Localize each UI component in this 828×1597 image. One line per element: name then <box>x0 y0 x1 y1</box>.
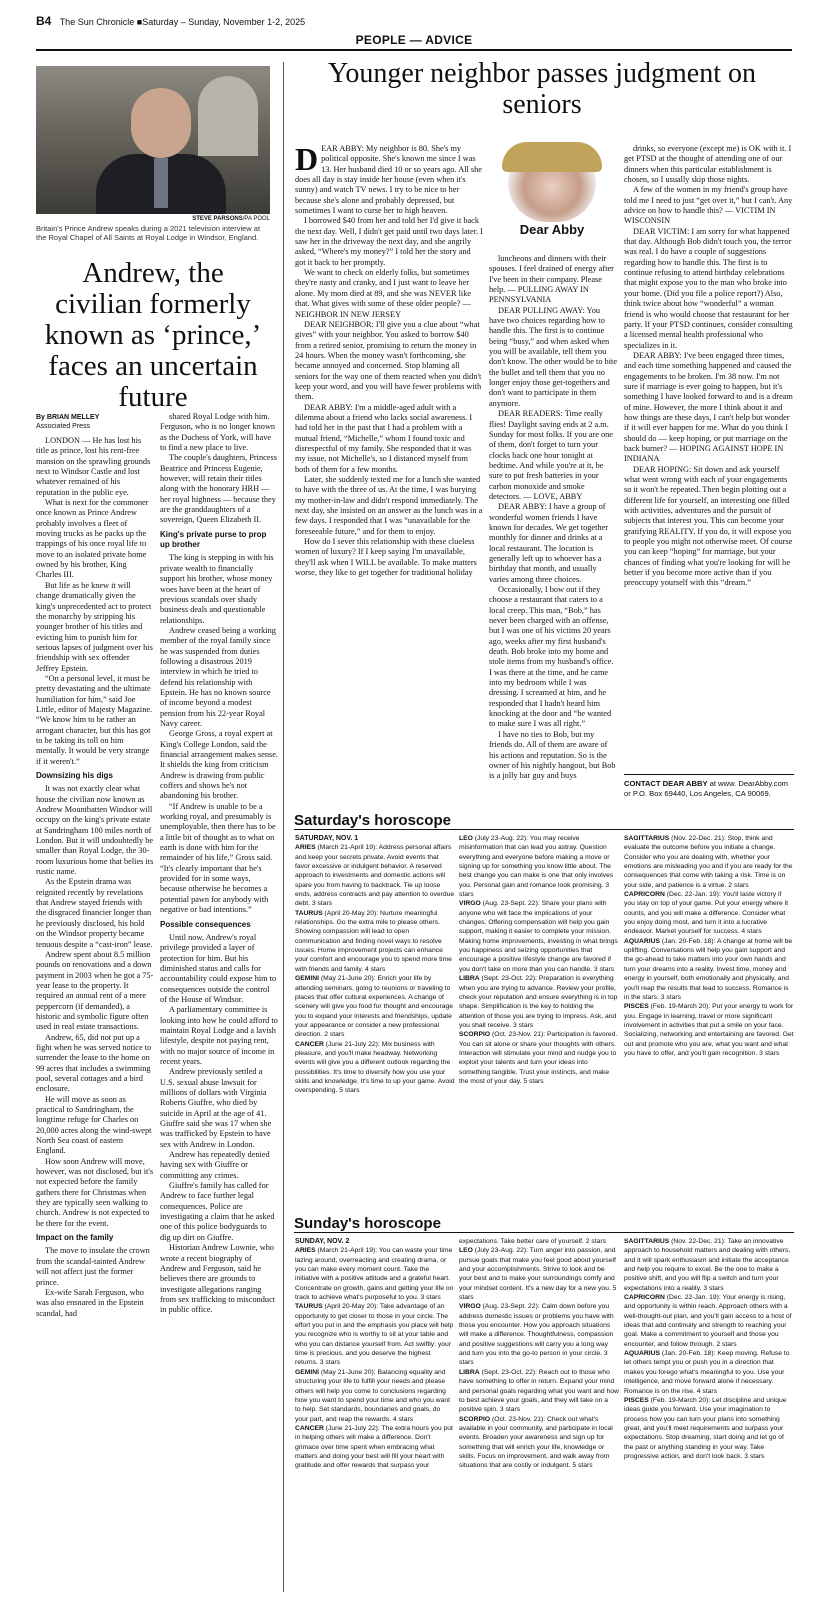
abby-column-2 <box>489 254 617 804</box>
horoscope-text: (May 21-June 20): Balancing equality and structuring your life to fulfill your needs and please others will help you come to conclusions regarding how you want to spend your time and who you want to help. Set standards, boundaries and goals, do your part, and reap the rewards. 4 stars <box>295 1368 450 1423</box>
paragraph: Occasionally, I bow out if they choose a restaurant that caters to a local creep. This man, “Bob,” has never been charged with an offense, but I was one of his victims 20 years ago, weeks after my first husband's death. Bob broke into my home and stole items from my husband's office. I was there at the time, and he came into my bedroom while I was dressing. I screamed at him, and he responded that I hadn't heard him knocking at the door and “he wanted to make sure I was all right.” <box>489 585 614 729</box>
byline <box>36 413 152 431</box>
saturday-col2-items <box>459 834 619 1086</box>
byline-author: By BRIAN MELLEY <box>36 414 100 421</box>
andrew-col2-part3 <box>160 933 278 1316</box>
horoscope-entry <box>459 1030 619 1086</box>
zodiac-sign: GEMINI <box>295 1368 320 1376</box>
abby-label: Dear Abby <box>519 222 585 237</box>
paragraph: DEAR READERS: Time really flies! Daylight saving ends at 2 a.m. Sunday for most folks. If you are one of them, don't forget to turn your clocks back one hour tonight at bedtime. And while you're at it, be sure to put fresh batteries in your carbon monoxide and smoke detectors. — LOVE, ABBY <box>489 409 613 501</box>
paragraph: Andrew spent about 8.5 million pounds on renovations and a down payment in 2003 when he got a 75-year lease to the property. It required an annual rent of a mere peppercorn (if demanded), a historic and symbolic figure often used in real estate transactions. <box>36 949 154 1032</box>
subhead-impact: Impact on the family <box>36 1233 114 1243</box>
sunday-col1-items <box>295 1246 455 1470</box>
paragraph: Andrew has repeatedly denied having sex with Giuffre or committing any crimes. <box>160 1150 270 1180</box>
photo-head <box>131 88 191 158</box>
photo-credit-name: STEVE PARSONS <box>192 216 243 222</box>
paragraph: George Gross, a royal expert at King's College London, said the financial arrangement makes sense. It shields the king from criticism Andrew is drawing from public coffers and shows he's not abandoning his brother. <box>160 729 278 801</box>
horoscope-entry <box>459 1415 619 1471</box>
zodiac-sign: AQUARIUS <box>624 937 661 945</box>
saturday-horoscope-col-1 <box>295 834 455 1214</box>
paragraph: “On a personal level, it must be pretty devastating and the ultimate humiliation for him,” said Joe Little, editor of Majesty Magazine. “We know him to be rather an arrogant character, but this has got to be taking its toll on him mentally. It would be very strange if it weren't.” <box>36 673 153 766</box>
horoscope-entry <box>624 1349 794 1396</box>
byline-org: Associated Press <box>36 423 91 430</box>
sunday-col3-items <box>624 1237 794 1461</box>
horoscope-entry <box>295 1424 455 1471</box>
horoscope-entry <box>295 1302 455 1367</box>
abby-col2-body <box>489 254 617 782</box>
paragraph: He will move as soon as practical to Sandringham, the longtime refuge for Charles on 20,000 acres along the wind-swept North Sea coast of eastern England. <box>36 1094 152 1156</box>
drop-cap: D <box>295 144 319 177</box>
sunday-horoscope-title: Sunday's horoscope <box>294 1215 794 1233</box>
andrew-col2-part2 <box>160 553 278 915</box>
zodiac-sign: ARIES <box>295 844 316 852</box>
saturday-horoscope-col-2 <box>459 834 619 1214</box>
paragraph: DEAR ABBY: I have a group of wonderful women friends I have known for decades. We get together monthly for dinner and drinks at a local restaurant. The location is generally left up to whoever has a birthday that month, and usually varies among three choices. <box>489 502 608 584</box>
horoscope-entry <box>295 1040 455 1096</box>
sunday-horoscope-col-3 <box>624 1237 794 1594</box>
paragraph: DEAR NEIGHBOR: I'll give you a clue about “what gives” with your neighbor. You asked to borrow $40 from a retired senior, promising to return the money in 24 hours. When the money wasn't forthcoming, she became annoyed and concerned. Stop blaming all seniors for the way one of them reacted when you didn't keep your word, and you will have fewer problems with them. <box>295 319 482 402</box>
zodiac-sign: VIRGO <box>459 900 481 908</box>
horoscope-entry <box>624 1293 794 1349</box>
zodiac-sign: PISCES <box>624 1396 649 1404</box>
paragraph: I borrowed $40 from her and told her I'd give it back the next day. Well, I didn't get paid until two days later. I saw her in the driveway the next day, and she angrily asked, “Where's my money?” I told her the story and got it back to her promptly. <box>295 216 483 267</box>
horoscope-text: (April 20-May 20): Nurture meaningful relationships. Go the extra mile to please others. Showing compassion will lead to open communication and finding novel ways to resolve issues. Home improvement projects can enhance your comfort and encourage you to spend more time with friends and family. 4 stars <box>295 909 452 973</box>
photo-window <box>198 76 258 156</box>
paragraph: LONDON — He has lost his title as prince, lost his rent-free mansion on the sprawling grounds next to Windsor Castle and lost whatever remained of his reputation in the public eye. <box>36 436 151 497</box>
horoscope-entry <box>295 909 455 974</box>
horoscope-entry <box>295 843 455 908</box>
horoscope-text: (Jan. 20-Feb. 18): A change at home will be uplifting. Conversations will help you gain support and the go-ahead to take matters into your own hands and turn your dreams into a reality. Invest time, money and energy in yourself, both emotionally and physically, and you'll reap the results that lead to success. Romance is in the stars. 3 stars <box>624 937 793 1001</box>
horoscope-text: (May 21-June 20): Enrich your life by attending seminars, going to reunions or traveling to places that offer cultural experiences. A change of scenery will give you food for thought and encourage you to expand your interests and friendships, update your appearance or consider a new professional direction. 2 stars <box>295 975 453 1039</box>
abby-headline: Younger neighbor passes judgment on seniors <box>327 58 756 120</box>
horoscope-entry <box>459 834 619 899</box>
paragraph: Andrew ceased being a working member of the royal family since he was suspended from duties following a disastrous 2019 interview in which he tried to defend his relationship with Epstein. He has no known source of income beyond a modest pension from his 22-year Royal Navy career. <box>160 625 276 728</box>
photo-credit-org: /PA POOL <box>242 216 270 222</box>
abby-column-1 <box>295 144 483 804</box>
andrew-photo <box>36 66 270 214</box>
sunday-col2-lead: expectations. Take better care of yourself. 2 stars <box>459 1238 606 1245</box>
paragraph: Ex-wife Sarah Ferguson, who was also ensnared in the Epstein scandal, had <box>36 1287 144 1318</box>
abby-hair <box>502 142 602 172</box>
paragraph: Until now, Andrew's royal privilege provided a layer of protection for him. But his diminished status and calls for accountability could expose him to consequences outside the control of the House of Windsor. <box>160 932 277 1004</box>
saturday-horoscope-title: Saturday's horoscope <box>294 812 794 830</box>
zodiac-sign: SCORPIO <box>459 1031 491 1039</box>
paragraph: DEAR PULLING AWAY: You have two choices regarding how to handle this. The first is to continue being “busy,” and when asked when you will be available, tell them you don't know. The other would be to bite the bullet and tell them that you no longer enjoy those get-togethers and don't want to participate in them anymore. <box>489 305 617 408</box>
zodiac-sign: CANCER <box>295 1040 324 1048</box>
publication-name: The Sun Chronicle <box>59 17 135 27</box>
zodiac-sign: TAURUS <box>295 909 323 917</box>
horoscope-entry <box>295 974 455 1039</box>
abby-col1-body <box>295 216 483 578</box>
horoscope-entry <box>624 1396 794 1461</box>
header-rule <box>36 49 792 51</box>
horoscope-entry <box>295 1368 455 1424</box>
sunday-horoscope-col-1 <box>295 1237 455 1594</box>
saturday-col3-items <box>624 834 794 1058</box>
horoscope-entry <box>459 1302 619 1367</box>
paragraph: DEAR ABBY: I've been engaged three times, and each time something happened and caused the engagements to be broken. I'm 38 now. I'm not sure if marriage is ever going to happen, but it's something I have looked forward to and is a dream of mine. However, the more I think about it and how things are these days, I can't help but wonder if it will ever happen for me. What do you think I should do — keep hoping, or put marriage on the back burner? — HOPING AGAINST HOPE IN INDIANA <box>624 350 793 464</box>
paragraph: Historian Andrew Lownie, who wrote a recent biography of Andrew and Ferguson, said he believes there are grounds to investigate allegations ranging from sex trafficking to misconduct in public office. <box>160 1243 276 1315</box>
abby-column-3 <box>624 144 794 766</box>
paragraph: We want to check on elderly folks, but sometimes they're nasty and cranky, and I just want to leave her alone. My mom died at 89, and she was NEVER like that. What gives with some of these older people? — NEIGHBOR IN NEW JERSEY <box>295 268 472 319</box>
horoscope-text: (July 23-Aug. 22): You may receive misinformation that can lead you astray. Question everything and everyone before making a move or signing up for something you know little about. The best change you can make is one that only involves you. Personal gain and romance look promising. 3 stars <box>459 835 614 899</box>
paragraph: As the Epstein drama was reignited recently by revelations that Andrew stayed friends with the disgraced financier longer than he previously disclosed, his hold on the Windsor property became tenuous despite a “cast-iron” lease. <box>36 877 153 949</box>
saturday-horoscope-col-3 <box>624 834 794 1214</box>
abby-first-text: EAR ABBY: My neighbor is 80. She's my political opposite. She's known me since I was 13. Her husband died 10 or so years ago. All she does all day is stay inside her house (even when it's sunny) and watch TV news. I try to be nice to her because she's alone and probably depressed, but sometimes I want to curse her to high heaven. <box>295 144 482 216</box>
paragraph: But life as he knew it will change dramatically given the king's unprecedented act to protect the monarchy by stripping his younger brother of his titles and evicting him to punish him for serious lapses of judgment over his friendship with sex offender Jeffrey Epstein. <box>36 580 153 673</box>
horoscope-entry <box>624 890 794 937</box>
zodiac-sign: SCORPIO <box>459 1415 491 1423</box>
paragraph: How do I sever this relationship with these clueless women of luxury? If I keep saying I'm unavailable, they'll ask when I WILL be available. To make matters worse, they like to get together for traditional holiday <box>295 537 477 578</box>
photo-caption: Britain's Prince Andrew speaks during a 2021 television interview at the Royal Chapel of All Saints at Royal Lodge in Windsor, England. <box>36 224 261 242</box>
andrew-col1-part1 <box>36 436 154 767</box>
paragraph: How soon Andrew will move, however, was not disclosed, but it's not expected before the family gathers there for Christmas when they are typically seen walking to church. Andrew is not expected to be there for the event. <box>36 1156 154 1228</box>
horoscope-entry <box>624 1002 794 1058</box>
saturday-col1-items <box>295 843 455 1095</box>
abby-first-paragraph <box>295 144 483 216</box>
horoscope-entry <box>624 1237 794 1293</box>
paragraph: Andrew previously settled a U.S. sexual abuse lawsuit for millions of dollars with Virginia Roberts Giuffre, who died by suicide in April at the age of 41. Giuffre said she was 17 when she was trafficked by Epstein to have sex with Andrew in London. <box>160 1067 272 1149</box>
subhead-downsizing: Downsizing his digs <box>36 771 113 780</box>
page-number: B4 <box>36 14 52 28</box>
horoscope-entry <box>459 899 619 974</box>
paragraph: The king is stepping in with his private wealth to financially support his brother, whose money woes have been at the heart of previous scandals over shady business deals and questionable relationships. <box>160 553 274 625</box>
subhead-consequences: Possible consequences <box>160 919 251 929</box>
horoscope-text: (Dec. 22-Jan. 19): Your energy is rising, and opportunity is within reach. Approach others with a well-thought-out plan, and you'll gain access to a host of ideas that add continuity and strength to reaching your goal. Make a commitment to yourself and those you encounter, and follow through. 2 stars <box>624 1294 792 1348</box>
horoscope-text: (June 21-July 22): The extra hours you put in helping others will make a difference. Don't grimace over time spent when embracing what matters and doing your best will fill your heart with gratitude and offer rewards that surpass your <box>295 1424 453 1470</box>
andrew-col1-part2 <box>36 784 154 1229</box>
horoscope-text: (March 21-April 19): Address personal affairs and keep your secrets private. Avoid events that favor excessive or indulgent behavior. A reserved approach to investments and domestic actions will spare you from having to backtrack. Tie up loose ends, address contracts and pay attention to overdue debt. 3 stars <box>295 844 455 908</box>
horoscope-entry <box>459 974 619 1030</box>
paragraph: What is next for the commoner once known as Prince Andrew probably involves a fleet of moving trucks as he packs up the trappings of his once royal life to move to an isolated private home owned by his brother, King Charles III. <box>36 498 149 580</box>
zodiac-sign: LEO <box>459 835 473 842</box>
sunday-date: SUNDAY, NOV. 2 <box>295 1238 350 1245</box>
horoscope-entry <box>459 1246 619 1302</box>
zodiac-sign: LIBRA <box>459 1368 480 1376</box>
zodiac-sign: CAPRICORN <box>624 891 665 899</box>
column-divider <box>283 62 284 1592</box>
paragraph: A parliamentary committee is looking into how he could afford to maintain Royal Lodge and a lavish lifestyle, despite not paying rent, with no major source of income in recent years. <box>160 1005 278 1066</box>
horoscope-entry <box>459 1368 619 1415</box>
zodiac-sign: TAURUS <box>295 1303 323 1311</box>
horoscope-text: (Feb. 19-March 20): Put your energy to work for you. Engage in learning, travel or more significant involvement in activities that put a smile on your face. Socializing, networking and entertaining are favored. Get out and promote who you are, what you want and what you have to offer, and you'll gain recognition. 3 stars <box>624 1003 794 1057</box>
zodiac-sign: VIRGO <box>459 1303 481 1311</box>
paragraph: A few of the women in my friend's group have told me I need to just “get over it,” but I can't. Any advice on how to handle this? — VICTIM IN WISCONSIN <box>624 185 793 226</box>
andrew-headline: Andrew, the civilian formerly known as ‘prince,’ faces an uncertain future <box>44 257 262 413</box>
andrew-col2-part1 <box>160 412 278 526</box>
andrew-column-2 <box>160 412 278 1594</box>
abby-contact <box>624 774 794 799</box>
contact-label: CONTACT DEAR ABBY <box>624 779 708 788</box>
horoscope-text: (April 20-May 20): Take advantage of an opportunity to get closer to those in your circle. The effort you put in and the emphasis you place will help you recognize who is worthy to sit at your table and who you can distance yourself from. Act swiftly; your time is precious, and you deserve the highest returns. 3 stars <box>295 1303 454 1367</box>
photo-tie <box>154 158 168 208</box>
paragraph: Giuffre's family has called for Andrew to face further legal consequences. Police are investigating a claim that he asked one of this police bodyguards to dig up dirt on Giuffre. <box>160 1181 275 1242</box>
contact-text: at www. DearAbby.com or P.O. Box 69440, Los Angeles, CA 90069. <box>624 779 789 798</box>
paragraph: luncheons and dinners with their spouses. I feel drained of energy after I've been in their company. Please help. — PULLING AWAY IN PENNSYLVANIA <box>489 254 614 305</box>
paragraph: DEAR HOPING: Sit down and ask yourself what went wrong with each of your engagements so it won't be repeated. Then begin plotting out a different life for yourself, an interesting one filled with activities, adventures and the pursuit of subjects that interest you. This can become your gratifying REALITY. If you do, it will expose you to people you might not otherwise meet. Of course you can keep “hoping” for marriage, but your chances of finding what you're looking for will be better if you become more active than if you preoccupy yourself with this “dream.” <box>624 464 793 588</box>
subhead-kings-purse: King's private purse to prop up brother <box>160 529 267 550</box>
zodiac-sign: CAPRICORN <box>624 1294 665 1302</box>
horoscope-text: (Jan. 20-Feb. 18): Keep moving. Refuse to let others tempt you or push you in a direction that makes you forego what's meaningful to you. Use your intelligence, and move forward alone if necessary. Romance is on the rise. 4 stars <box>624 1350 790 1395</box>
zodiac-sign: SAGITTARIUS <box>624 1238 670 1245</box>
paragraph: It was not exactly clear what house the civilian now known as Andrew Mountbatten Windsor will occupy on the king's private estate at Sandringham 100 miles north of London. But it will undoubtedly be smaller than Royal Lodge, the 30-room luxurious home that belies its rustic name. <box>36 784 154 877</box>
paragraph: drinks, so everyone (except me) is OK with it. I get PTSD at the thought of attending one of our dinners when this particular establishment is chosen, so I usually skip those nights. <box>624 144 792 185</box>
zodiac-sign: SAGITTARIUS <box>624 835 670 842</box>
paragraph: The couple's daughters, Princess Beatrice and Princess Eugenie, however, will retain their titles along with the honorary HRH — her royal highness — because they are the granddaughters of a sovereign, Queen Elizabeth II. <box>160 453 277 525</box>
horoscope-text: (Aug. 23-Sept. 22): Calm down before you address domestic issues or problems you have with those you encounter. How you approach situations will make a difference. Thoughtfulness, compassion and positive suggestions will carry you a long way and turn you into the go-to person in your circle. 3 stars <box>459 1303 614 1367</box>
zodiac-sign: LEO <box>459 1247 473 1255</box>
horoscope-text: (June 21-July 22): Mix business with pleasure, and you'll make headway. Networking events will give you a different outlook regarding the possibilities. It's time to diversify how you use your skills and knowledge. It's time to up your game. Avoid overspending. 5 stars <box>295 1040 455 1095</box>
paragraph: DEAR ABBY: I'm a middle-aged adult with a dilemma about a friend who lacks social awareness. I had told her in the past that I had a problem with a mutual friend, “Michelle,” whom I found toxic and disrespectful of my family. She responded that it was my issue, not Michelle's, so I distanced myself from both of them for a few months. <box>295 402 473 474</box>
horoscope-entry <box>624 937 794 1002</box>
zodiac-sign: CANCER <box>295 1424 324 1432</box>
horoscope-text: (Feb. 19-March 20): Let discipline and unique ideas guide you forward. Use your imagination to process how you can turn your plans into something great, and you'll meet requirements and surpass your expectations. Stop dreaming, start doing and let go of the past or anything standing in your way. Take progressive action, and don't look back. 3 stars <box>624 1396 787 1460</box>
andrew-column-1 <box>36 436 154 1594</box>
horoscope-text: (Nov. 22-Dec. 21): Take an innovative approach to household matters and dealing with others, and it will spark enthusiasm and initiate the acceptance and help you require to excel. Be the one to make a positive shift, and you will flip a switch and turn your expectations into a reality. 3 stars <box>624 1238 791 1292</box>
paragraph: Later, she suddenly texted me for a lunch she wanted to have with the three of us. At the time, I was burying my mother-in-law and didn't respond immediately. The next day, she insisted on an answer as the lunch was in a few days. I responded that I was “unavailable for the foreseeable future,” and for them to enjoy. <box>295 475 483 536</box>
abby-photo <box>488 142 616 250</box>
paragraph: “If Andrew is unable to be a working royal, and presumably is unemployable, then there has to be a little bit of thought as to what on earth is done with him for the remainder of his life,” Gross said. “It's clearly important that he's provided for in some ways, because otherwise he becomes a potential pawn for anybody with negative or bad intentions.” <box>160 801 276 915</box>
horoscope-text: (Dec. 22-Jan. 19): You'll taste victory if you stay on top of your game. Put your energy where it counts, and you will make a difference. Consider what you enjoy doing most, and turn it into a lucrative endeavor. Market yourself for success. 4 stars <box>624 891 788 936</box>
sunday-horoscope-col-2 <box>459 1237 619 1594</box>
sunday-col2-items <box>459 1246 619 1470</box>
issue-date: Saturday – Sunday, November 1-2, 2025 <box>142 17 306 27</box>
photo-credit <box>36 216 270 222</box>
paragraph: Andrew, 65, did not put up a fight when he was served notice to surrender the lease to the home on 99 acres that includes a swimming pool, several cottages and a bird enclosure. <box>36 1032 152 1094</box>
horoscope-text: (Oct. 23-Nov. 21): Participation is favored. You can sit alone or share your thoughts with others. Interaction will stimulate your mind and nudge you to exploit your talents and turn your ideas into something tangible. Trust your instincts, and make the most of your day. 5 stars <box>459 1031 618 1085</box>
horoscope-text: (March 21-April 19): You can waste your time lazing around, overreacting and creating drama, or you can make every moment count. Take the initiative with a positive attitude and a grateful heart. Concentrate on growth, gains and getting your life on track to achieve what's purposeful to you. 3 stars <box>295 1247 454 1302</box>
horoscope-text: (Nov. 22-Dec. 21): Stop, think and evaluate the outcome before you initiate a change. Consider who you are dealing with, whether your emotions are misleading you and if you are ready for the consequences that come with taking a risk. Time is on your side, and patience is a virtue. 2 stars <box>624 835 793 889</box>
paragraph: shared Royal Lodge with him. Ferguson, who is no longer known as the Duchess of York, will have to find a new place to live. <box>160 412 276 453</box>
zodiac-sign: LIBRA <box>459 975 480 983</box>
zodiac-sign: GEMINI <box>295 975 320 983</box>
horoscope-text: (Oct. 23-Nov. 21): Check out what's available in your community, and participate in local events. Broaden your awareness and sign up for something that will enrich your life, knowledge or skills. Focus on improvement, and walk away from situations that are costly or indulgent. 5 stars <box>459 1415 613 1470</box>
horoscope-text: (Sept. 23-Oct. 22): Preparation is everything when you are trying to advance. Review your profile, check your reputation and ensure everything is in top shape. Simplification is the key to holding the attention of those you are trying to impress. Ask, and you shall receive. 3 stars <box>459 975 618 1029</box>
horoscope-text: (July 23-Aug. 22): Turn anger into passion, and pursue goals that make you feel good about yourself and your accomplishments. Strive to look and be your best and to make your surroundings comfy and your mindset content. It's a new day for a new you. 5 stars <box>459 1247 617 1302</box>
paragraph: I have no ties to Bob, but my friends do. All of them are aware of his actions and reputation. So is the owner of his nightly hangout, but Bob is a jolly bar guy and buys <box>489 729 616 781</box>
saturday-date: SATURDAY, NOV. 1 <box>295 835 359 842</box>
section-title: PEOPLE — ADVICE <box>355 33 473 47</box>
horoscope-text: (Aug. 23-Sept. 22): Share your plans with anyone who will face the implications of your changes. Offering compensation will help you gain support, making it easier to complete your mission. Making home improvements, investing in what brings you happiness and seizing opportunities that encourage a positive lifestyle change are favored if you don't take on more than you can handle. 3 stars <box>459 900 618 973</box>
zodiac-sign: AQUARIUS <box>624 1350 661 1358</box>
masthead <box>36 14 796 30</box>
horoscope-text: (Sept. 23-Oct. 22): Reach out to those who have something to offer in return. Expand your mind and personal goals regarding what you want and how to best achieve your goals, and they will take on a positive spin. 3 stars <box>459 1368 619 1414</box>
paragraph: The move to insulate the crown from the scandal-tainted Andrew will not affect just the former prince. <box>36 1246 150 1287</box>
horoscope-entry <box>624 834 794 890</box>
zodiac-sign: ARIES <box>295 1247 316 1255</box>
masthead-separator: ■ <box>136 17 143 27</box>
abby-col3-body <box>624 144 794 589</box>
horoscope-entry <box>295 1246 455 1302</box>
zodiac-sign: PISCES <box>624 1003 649 1011</box>
andrew-col1-part3 <box>36 1246 154 1318</box>
paragraph: DEAR VICTIM: I am sorry for what happened that day. Although Bob didn't touch you, the terror was real. I do have a couple of suggestions regarding how to handle this. The first is to continue refusing to attend birthday celebrations that might expose you to the man who broke into your home. (Did you file a police report?) Also, think twice about how “wonderful” a woman friend is who would choose that restaurant for her party. If your PTSD continues, consider consulting a licensed mental health professional who specializes in it. <box>624 226 793 350</box>
